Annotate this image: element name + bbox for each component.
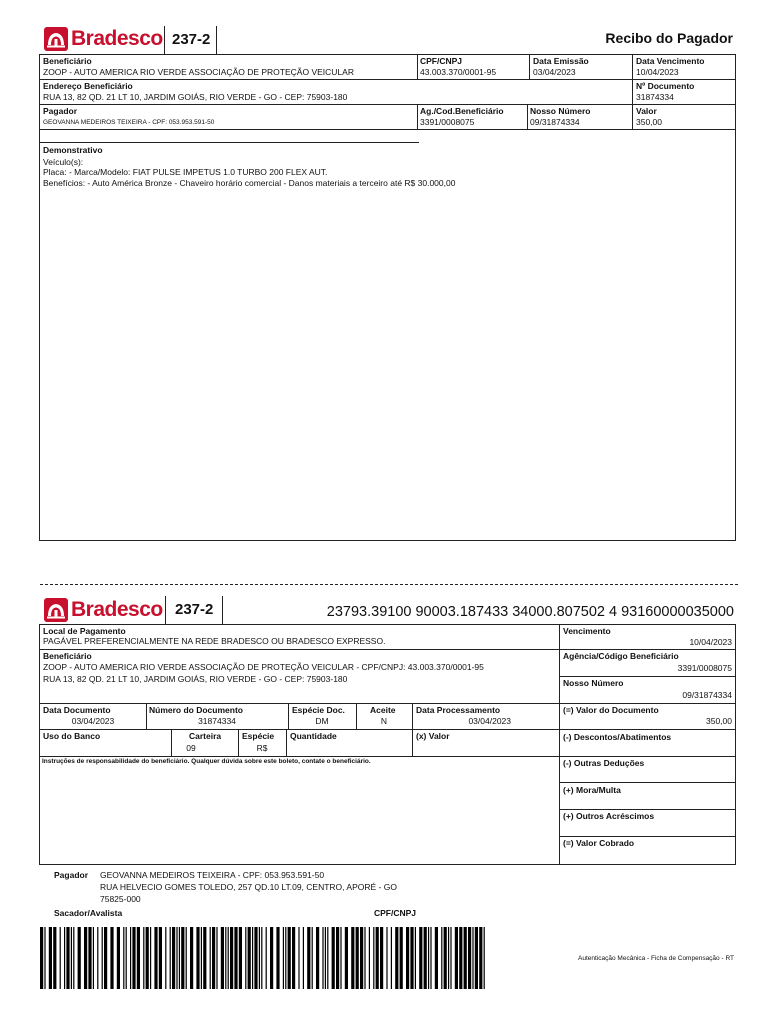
barcode-bar	[360, 927, 363, 989]
barcode-bar	[210, 927, 211, 989]
data-vencimento-label: Data Vencimento	[636, 56, 705, 66]
barcode-bar	[351, 927, 354, 989]
barcode-bar	[316, 927, 319, 989]
agencia-value: 3391/0008075	[677, 663, 732, 673]
barcode-bar	[322, 927, 323, 989]
data-emissao-value: 03/04/2023	[533, 67, 576, 77]
barcode-bar	[130, 927, 131, 989]
barcode-bar	[395, 927, 398, 989]
barcode-bar	[203, 927, 206, 989]
descontos-label: (-) Descontos/Abatimentos	[563, 732, 672, 742]
barcode-bar	[179, 927, 180, 989]
beneficiario-value: ZOOP - AUTO AMERICA RIO VERDE ASSOCIAÇÃO DE PROTEÇÃO VEICULAR - CPF/CNPJ: 43.003.370/0001-95	[43, 662, 484, 672]
barcode-bar	[132, 927, 135, 989]
barcode-bar	[430, 927, 431, 989]
barcode-bar	[123, 927, 124, 989]
bank-code: 237-2	[172, 31, 211, 48]
barcode-bar	[165, 927, 166, 989]
barcode-bar	[475, 927, 478, 989]
data-documento-value: 03/04/2023	[71, 716, 115, 726]
barcode	[40, 927, 488, 989]
barcode-bar	[159, 927, 162, 989]
cpf-cnpj-label: CPF/CNPJ	[420, 56, 463, 66]
pagador-name: GEOVANNA MEDEIROS TEIXEIRA - CPF: 053.953.591-50	[100, 870, 325, 880]
barcode-bar	[102, 927, 103, 989]
data-emissao-label: Data Emissão	[533, 56, 589, 66]
barcode-bar	[146, 927, 149, 989]
agencia-label: Agência/Código Beneficiário	[563, 651, 679, 661]
demonstrativo-label: Demonstrativo	[43, 145, 103, 155]
beneficiario-value: ZOOP - AUTO AMERICA RIO VERDE ASSOCIAÇÃO DE PROTEÇÃO VEICULAR	[43, 67, 354, 77]
valor-documento-label: (=) Valor do Documento	[563, 705, 659, 715]
barcode-bar	[88, 927, 91, 989]
demonstrativo-line: Benefícios: - Auto América Bronze - Chaveiro horário comercial - Danos materiais a terceiro até R$ 30.000,00	[43, 178, 456, 188]
sacador-cpf-label: CPF/CNPJ	[374, 908, 417, 918]
barcode-bar	[288, 927, 291, 989]
barcode-bar	[248, 927, 251, 989]
barcode-bar	[270, 927, 273, 989]
barcode-bar	[84, 927, 87, 989]
barcode-bar	[364, 927, 365, 989]
barcode-bar	[386, 927, 387, 989]
quantidade-label: Quantidade	[290, 731, 337, 741]
barcode-bar	[400, 927, 403, 989]
carteira-value: 09	[186, 743, 196, 753]
barcode-bar	[239, 927, 242, 989]
bradesco-logo	[44, 598, 163, 622]
data-documento-label: Data Documento	[43, 705, 111, 715]
barcode-bar	[428, 927, 429, 989]
barcode-bar	[117, 927, 120, 989]
barcode-bar	[78, 927, 81, 989]
especie-doc-value: DM	[315, 716, 329, 726]
barcode-bar	[472, 927, 473, 989]
barcode-bar	[196, 927, 199, 989]
barcode-bar	[464, 927, 467, 989]
barcode-bar	[380, 927, 383, 989]
barcode-bar	[441, 927, 442, 989]
sacador-label: Sacador/Avalista	[54, 908, 123, 918]
barcode-bar	[71, 927, 72, 989]
barcode-bar	[406, 927, 409, 989]
barcode-bar	[444, 927, 447, 989]
barcode-bar	[307, 927, 310, 989]
mora-multa-label: (+) Mora/Multa	[563, 785, 621, 795]
barcode-bar	[53, 927, 56, 989]
barcode-bar	[369, 927, 370, 989]
barcode-bar	[176, 927, 177, 989]
barcode-bar	[455, 927, 458, 989]
barcode-bar	[276, 927, 279, 989]
barcode-bar	[415, 927, 416, 989]
data-processamento-value: 03/04/2023	[468, 716, 511, 726]
barcode-bar	[292, 927, 295, 989]
barcode-bar	[181, 927, 184, 989]
barcode-bar	[259, 927, 260, 989]
data-processamento-label: Data Processamento	[416, 705, 501, 715]
barcode-bar	[266, 927, 267, 989]
barcode-bar	[325, 927, 326, 989]
beneficiario-label: Beneficiário	[43, 56, 92, 66]
barcode-bar	[435, 927, 438, 989]
local-pagamento-value: PAGÁVEL PREFERENCIALMENTE NA REDE BRADESCO OU BRADESCO EXPRESSO.	[43, 636, 386, 646]
aceite-value: N	[380, 716, 388, 726]
bank-name: Bradesco	[71, 598, 163, 621]
barcode-bar	[345, 927, 348, 989]
bank-code: 237-2	[175, 601, 214, 618]
barcode-bar	[73, 927, 74, 989]
pagador-label: Pagador	[43, 106, 78, 116]
barcode-bar	[450, 927, 451, 989]
demonstrativo-line: Placa: - Marca/Modelo: FIAT PULSE IMPETUS 1.0 TURBO 200 FLEX AUT.	[43, 167, 328, 177]
barcode-bar	[137, 927, 140, 989]
barcode-bar	[40, 927, 43, 989]
barcode-bar	[332, 927, 335, 989]
x-valor-label: (x) Valor	[416, 731, 450, 741]
barcode-bar	[93, 927, 94, 989]
barcode-bar	[252, 927, 253, 989]
barcode-bar	[150, 927, 151, 989]
barcode-bar	[228, 927, 229, 989]
barcode-bar	[110, 927, 113, 989]
barcode-bar	[172, 927, 175, 989]
barcode-bar	[230, 927, 233, 989]
barcode-bar	[424, 927, 427, 989]
barcode-bar	[221, 927, 224, 989]
outros-acrescimos-label: (+) Outros Acréscimos	[563, 811, 655, 821]
barcode-bar	[245, 927, 246, 989]
barcode-bar	[225, 927, 226, 989]
valor-value: 350,00	[636, 117, 662, 127]
barcode-bar	[484, 927, 485, 989]
vencimento-value: 10/04/2023	[689, 637, 732, 647]
barcode-bar	[212, 927, 215, 989]
vencimento-label: Vencimento	[563, 626, 611, 636]
valor-cobrado-label: (=) Valor Cobrado	[563, 838, 635, 848]
barcode-bar	[312, 927, 313, 989]
barcode-bar	[459, 927, 462, 989]
data-vencimento-value: 10/04/2023	[636, 67, 679, 77]
barcode-bar	[285, 927, 286, 989]
barcode-bar	[216, 927, 217, 989]
barcode-bar	[201, 927, 202, 989]
barcode-bar	[186, 927, 187, 989]
nosso-numero-label: Nosso Número	[530, 106, 591, 116]
endereco-label: Endereço Beneficiário	[43, 81, 133, 91]
agencia-label: Ag./Cod.Beneficiário	[420, 106, 504, 116]
receipt-title: Recibo do Pagador	[605, 30, 733, 46]
barcode-bar	[448, 927, 449, 989]
barcode-bar	[97, 927, 98, 989]
valor-documento-value: 350,00	[706, 716, 732, 726]
barcode-bar	[419, 927, 422, 989]
barcode-bar	[60, 927, 61, 989]
barcode-bar	[66, 927, 69, 989]
valor-label: Valor	[636, 106, 657, 116]
demonstrativo-line: Veículo(s):	[43, 157, 84, 167]
cpf-cnpj-value: 43.003.370/0001-95	[420, 67, 497, 77]
outras-deducoes-label: (-) Outras Deduções	[563, 758, 645, 768]
num-documento-value: 31874334	[636, 92, 674, 102]
aceite-label: Aceite	[370, 705, 396, 715]
pagador-label: Pagador	[54, 870, 89, 880]
especie-doc-label: Espécie Doc.	[292, 705, 345, 715]
especie-value: R$	[256, 743, 268, 753]
barcode-bar	[254, 927, 257, 989]
numero-documento-value: 31874334	[198, 716, 236, 726]
nosso-numero-value: 09/31874334	[530, 117, 580, 127]
local-pagamento-label: Local de Pagamento	[43, 626, 126, 636]
barcode-bar	[336, 927, 339, 989]
beneficiario-address: RUA 13, 82 QD. 21 LT 10, JARDIM GOIÁS, RIO VERDE - GO - CEP: 75903-180	[43, 674, 348, 684]
pagador-address: RUA HELVECIO GOMES TOLEDO, 257 QD.10 LT.09, CENTRO, APORÉ - GO	[100, 882, 397, 892]
endereco-value: RUA 13, 82 QD. 21 LT 10, JARDIM GOIÁS, RIO VERDE - GO - CEP: 75903-180	[43, 92, 348, 102]
barcode-bar	[327, 927, 328, 989]
barcode-bar	[64, 927, 65, 989]
bradesco-tree-icon	[44, 598, 68, 622]
agencia-value: 3391/0008075	[420, 117, 475, 127]
barcode-bar	[126, 927, 127, 989]
barcode-bar	[49, 927, 52, 989]
autenticacao-text: Autenticação Mecânica - Ficha de Compensação - RT	[578, 955, 734, 962]
barcode-bar	[376, 927, 379, 989]
especie-label: Espécie	[242, 731, 275, 741]
pagador-cep: 75825-000	[100, 894, 141, 904]
linha-digitavel: 23793.39100 90003.187433 34000.807502 4 93160000035000	[326, 604, 734, 620]
bradesco-tree-icon	[44, 27, 68, 51]
pagador-value: GEOVANNA MEDEIROS TEIXEIRA - CPF: 053.953.591-50	[43, 119, 215, 126]
instrucoes-text: Instruções de responsabilidade do beneficiário. Qualquer dúvida sobre este boleto, contate o beneficiário.	[42, 758, 371, 765]
carteira-label: Carteira	[189, 731, 222, 741]
nosso-numero-value: 09/31874334	[682, 690, 732, 700]
cut-line	[40, 584, 738, 585]
barcode-bar	[261, 927, 262, 989]
barcode-bar	[356, 927, 359, 989]
barcode-bar	[234, 927, 237, 989]
barcode-bar	[373, 927, 374, 989]
barcode-bar	[468, 927, 471, 989]
barcode-bar	[303, 927, 304, 989]
barcode-bar	[170, 927, 171, 989]
barcode-bar	[479, 927, 482, 989]
barcode-bar	[410, 927, 413, 989]
bradesco-logo	[44, 27, 163, 51]
barcode-bar	[154, 927, 157, 989]
uso-banco-label: Uso do Banco	[43, 731, 101, 741]
barcode-bar	[391, 927, 392, 989]
bank-name: Bradesco	[71, 27, 163, 50]
num-documento-label: Nº Documento	[636, 81, 695, 91]
beneficiario-label: Beneficiário	[43, 651, 92, 661]
barcode-bar	[298, 927, 299, 989]
barcode-bar	[143, 927, 144, 989]
nosso-numero-label: Nosso Número	[563, 678, 624, 688]
barcode-bar	[44, 927, 45, 989]
barcode-bar	[340, 927, 341, 989]
barcode-bar	[283, 927, 284, 989]
numero-documento-label: Número do Documento	[149, 705, 243, 715]
barcode-bar	[190, 927, 193, 989]
barcode-bar	[104, 927, 107, 989]
